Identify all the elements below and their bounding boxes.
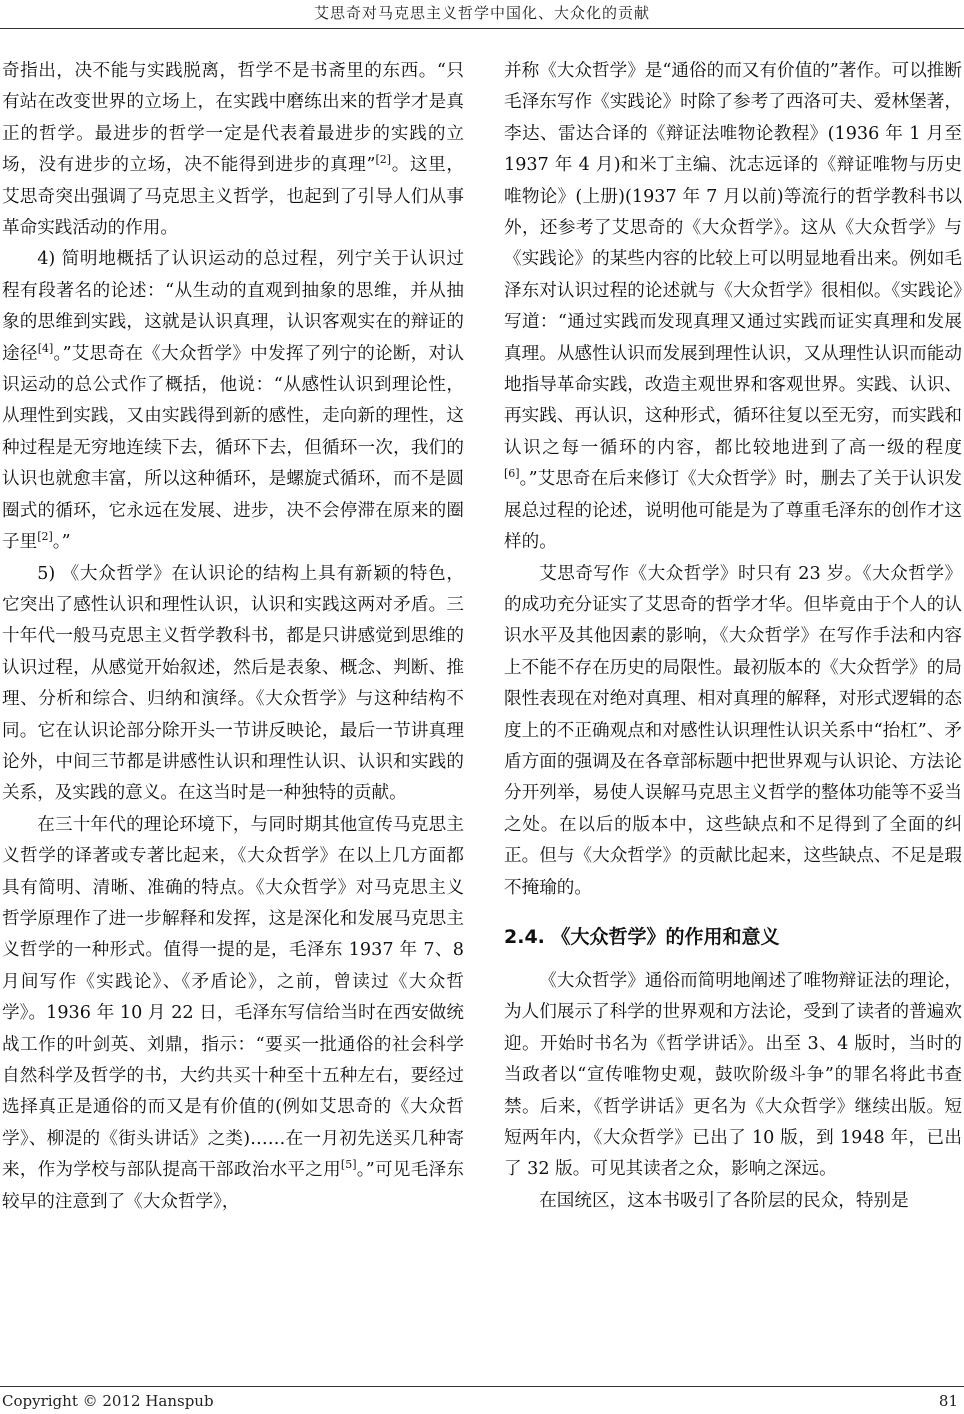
left-column (2, 56, 464, 1218)
text-span: 。”艾思奇在后来修订《大众哲学》时，删去了关于认识发展总过程的论述，说明他可能是为了尊重毛泽东的创作才这样的。 (504, 469, 962, 553)
footer-rule (0, 1386, 964, 1387)
left-paragraph-1 (2, 56, 464, 244)
left-paragraph-2 (2, 244, 464, 558)
left-paragraph-3: 5) 《大众哲学》在认识论的结构上具有新颖的特色，它突出了感性认识和理性认识，认识和实践这两对矛盾。三十年代一般马克思主义哲学教科书，都是只讲感觉到思维的认识过程，从感觉开始叙述，然后是表象、概念、判断、推理、分析和综合、归纳和演绎。《大众哲学》与这种结构不同。它在认识论部分除开头一节讲反映论，最后一节讲真理论外，中间三节都是讲感性认识和理性认识、认识和实践的关系，及实践的意义。在这当时是一种独特的贡献。 (2, 563, 464, 804)
text-span: 在三十年代的理论环境下，与同时期其他宣传马克思主义哲学的译著或专著比起来，《大众哲学》在以上几方面都具有简明、清晰、准确的特点。《大众哲学》对马克思主义哲学原理作了进一步解释和发挥，这是深化和发展马克思主义哲学的一种形式。值得一提的是，毛泽东 1937 年 7、8 月间写作《实践论》、《矛盾论》，之前，曾读过《大众哲学》。1936 年 10 月 22 日，毛泽东写信给当时在西安做统战工作的叶剑英、刘鼎，指示：“要买一批通俗的社会科学自然科学及哲学的书，大约共买十种至十五种左右，要经过选择真正是通俗的而又是有价值的(例如艾思奇的《大众哲学》、柳湜的《街头讲话》之类)……在一月初先送买几种寄来，作为学校与部队提高干部政治水平之用 (2, 814, 464, 1181)
text-span: 4) 简明地概括了认识运动的总过程，列宁关于认识过程有段著名的论述：“从生动的直观到抽象的思维，并从抽象的思维到实践，这就是认识真理，认识客观实在的辩证的途径 (2, 249, 464, 364)
citation-ref: [4] (37, 341, 54, 355)
citation-ref: [5] (340, 1158, 357, 1172)
citation-ref: [6] (504, 467, 520, 481)
right-paragraph-4: 在国统区，这本书吸引了各阶层的民众，特别是 (539, 1190, 909, 1211)
right-column (504, 56, 962, 1217)
left-paragraph-4 (2, 810, 464, 1218)
section-heading: 2.4. 《大众哲学》的作用和意义 (504, 925, 780, 948)
citation-ref: [2] (375, 153, 392, 167)
page-number: 81 (938, 1392, 958, 1410)
right-paragraph-1 (504, 56, 962, 559)
text-span: 。”艾思奇在《大众哲学》中发挥了列宁的论断，对认识运动的总公式作了概括，他说：“从感性认识到理论性，从理性到实践，又由实践得到新的感性，走向新的理性，这种过程是无穷地连续下去，循环下去，但循环一次，我们的认识也就愈丰富，所以这种循环，是螺旋式循环，而不是圆圈式的循环，它永远在发展、进步，决不会停滞在原来的圈子里 (2, 343, 464, 553)
right-paragraph-2: 艾思奇写作《大众哲学》时只有 23 岁。《大众哲学》的成功充分证实了艾思奇的哲学才华。但毕竟由于个人的认识水平及其他因素的影响，《大众哲学》在写作手法和内容上不能不存在历史的局限性。最初版本的《大众哲学》的局限性表现在对绝对真理、相对真理的解释，对形式逻辑的态度上的不正确观点和对感性认识理性认识关系中“抬杠”、矛盾方面的强调及在各章部标题中把世界观与认识论、方法论分开列举，易使人误解马克思主义哲学的整体功能等不妥当之处。在以后的版本中，这些缺点和不足得到了全面的纠正。但与《大众哲学》的贡献比起来，这些缺点、不足是瑕不掩瑜的。 (504, 563, 962, 898)
text-span: 。”可见毛泽东较早的注意到了《大众哲学》， (2, 1160, 464, 1212)
header-rule (0, 28, 964, 29)
text-span: 。” (52, 532, 71, 553)
text-span: 奇指出，决不能与实践脱离，哲学不是书斋里的东西。“只有站在改变世界的立场上，在实践中磨练出来的哲学才是真正的哲学。最进步的哲学一定是代表着最进步的实践的立场，没有进步的立场，决不能得到进步的真理” (2, 61, 464, 176)
text-span: 并称《大众哲学》是“通俗的而又有价值的”著作。可以推断毛泽东写作《实践论》时除了参考了西洛可夫、爱林堡著，李达、雷达合译的《辩证法唯物论教程》(1936 年 1 月至 1937 年 4 月)和米丁主编、沈志远译的《辩证唯物与历史唯物论》(上册)(1937 年 7 月以前)等流行的哲学教科书以外，还参考了艾思奇的《大众哲学》。这从《大众哲学》与《实践论》的某些内容的比较上可以明显地看出来。例如毛泽东对认识过程的论述就与《大众哲学》很相似。《实践论》写道：“通过实践而发现真理又通过实践而证实真理和发展真理。从感性认识而发展到理性认识，又从理性认识而能动地指导革命实践，改造主观世界和客观世界。实践、认识、再实践、再认识，这种形式，循环往复以至无穷，而实践和认识之每一循环的内容，都比较地进到了高一级的程度 (504, 61, 962, 458)
right-paragraph-3: 《大众哲学》通俗而简明地阐述了唯物辩证法的理论，为人们展示了科学的世界观和方法论，受到了读者的普遍欢迎。开始时书名为《哲学讲话》。出至 3、4 版时，当时的当政者以“宣传唯物史观，鼓吹阶级斗争”的罪名将此书查禁。后来，《哲学讲话》更名为《大众哲学》继续出版。短短两年内，《大众哲学》已出了 10 版，到 1948 年，已出了 32 版。可见其读者之众，影响之深远。 (504, 970, 962, 1180)
text-span: 。这里，艾思奇突出强调了马克思主义哲学，也起到了引导人们从事革命实践活动的作用。 (2, 155, 464, 239)
citation-ref: [2] (37, 530, 53, 544)
running-header: 艾思奇对马克思主义哲学中国化、大众化的贡献 (313, 4, 650, 22)
copyright-notice: Copyright © 2012 Hanspub (2, 1392, 214, 1410)
